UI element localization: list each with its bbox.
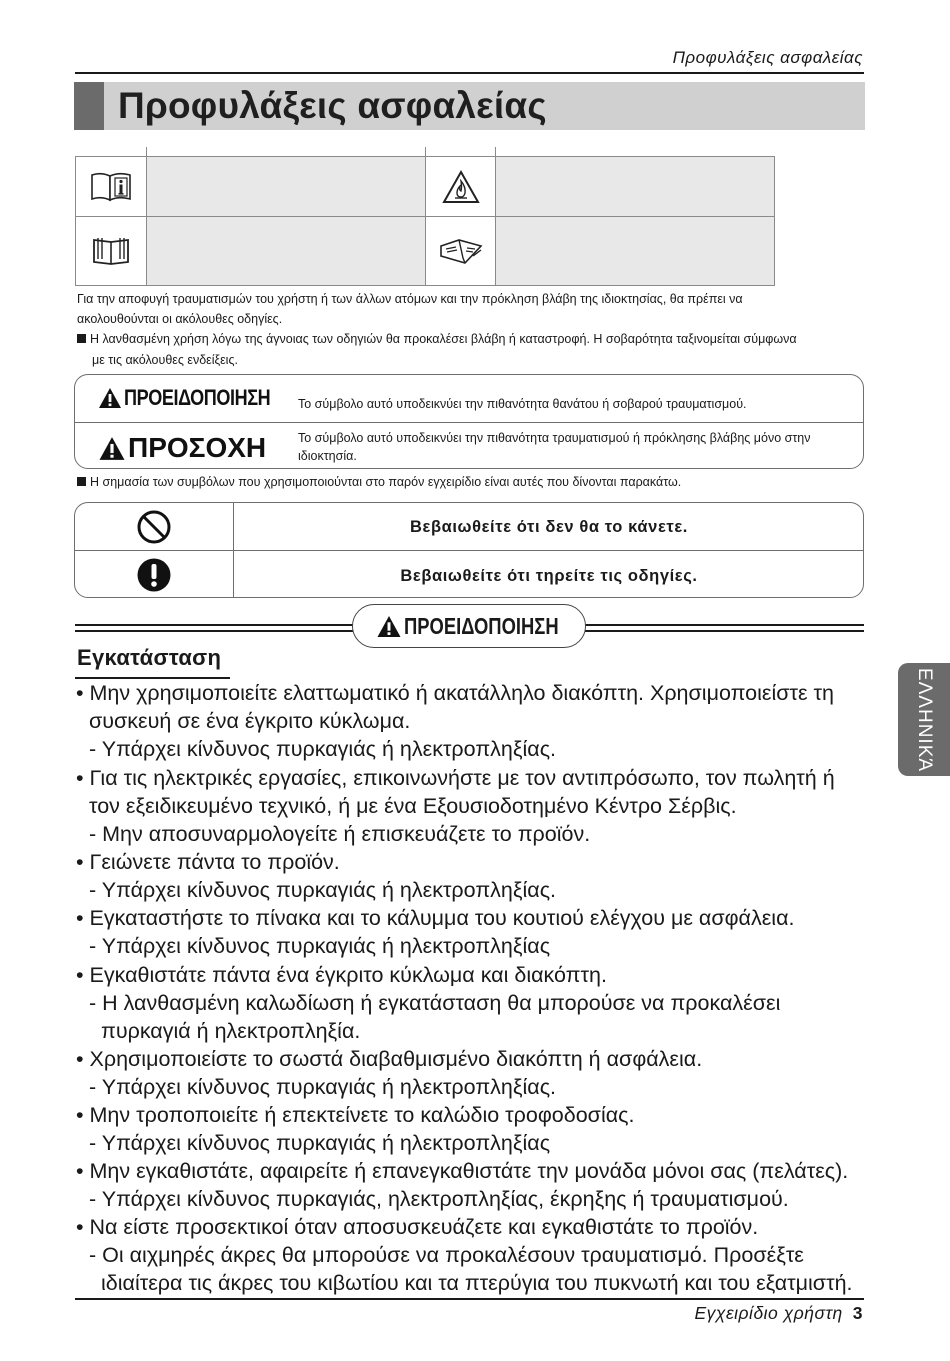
warning-triangle-icon xyxy=(98,387,122,409)
warning-banner xyxy=(352,604,586,648)
body-line: συσκευή σε ένα έγκριτο κύκλωμα. xyxy=(89,709,411,733)
warning-triangle-icon xyxy=(98,436,126,461)
misuse-note xyxy=(77,329,867,371)
severity-levels-box xyxy=(74,374,864,469)
body-line: • Μην εγκαθιστάτε, αφαιρείτε ή επανεγκαθιστάτε την μονάδα μόνοι σας (πελάτες). xyxy=(76,1159,849,1183)
symbols-table xyxy=(75,156,775,286)
mandatory-meaning: Βεβαιωθείτε ότι τηρείτε τις οδηγίες. xyxy=(400,567,698,585)
body-line: - Υπάρχει κίνδυνος πυρκαγιάς ή ηλεκτροπληξίας xyxy=(89,1131,551,1155)
intro-paragraph xyxy=(77,289,867,330)
caution-desc xyxy=(298,429,810,465)
body-line: τον εξειδικευμένο τεχνικό, ή με ένα Εξουσιοδοτημένο Κέντρο Σέρβις. xyxy=(89,794,737,818)
body-line: • Να είστε προσεκτικοί όταν αποσυσκευάζετε και εγκαθιστάτε το προϊόν. xyxy=(76,1215,759,1239)
open-book-icon xyxy=(76,217,146,285)
body-line: - Η λανθασμένη καλωδίωση ή εγκατάσταση θα μπορούσε να προκαλέσει xyxy=(89,991,781,1015)
misuse-line: με τις ακόλουθες ενδείξεις. xyxy=(92,353,238,367)
body-line: - Μην αποσυναρμολογείτε ή επισκευάζετε το προϊόν. xyxy=(89,822,591,846)
flammable-warning-icon xyxy=(426,157,495,216)
banner-rule-left xyxy=(75,630,354,632)
body-line: • Μην χρησιμοποιείτε ελαττωματικό ή ακατάλληλο διακόπτη. Χρησιμοποιείστε τη xyxy=(76,681,835,705)
prohibited-meaning: Βεβαιωθείτε ότι δεν θα το κάνετε. xyxy=(410,518,688,536)
footer-rule xyxy=(75,1298,864,1300)
section-underline xyxy=(75,677,230,679)
manual-info-icon xyxy=(76,157,146,216)
page-title: Προφυλάξεις ασφαλείας xyxy=(118,85,547,126)
title-tab-marker xyxy=(74,82,104,130)
body-line: • Γειώνετε πάντα το προϊόν. xyxy=(76,850,340,874)
prohibited-icon xyxy=(75,503,233,550)
body-line: - Υπάρχει κίνδυνος πυρκαγιάς ή ηλεκτροπληξίας xyxy=(89,934,551,958)
intro-line: ακολουθούνται οι ακόλουθες οδηγίες. xyxy=(77,312,283,326)
body-line: - Υπάρχει κίνδυνος πυρκαγιάς ή ηλεκτροπληξίας. xyxy=(89,737,557,761)
mandatory-icon xyxy=(75,551,233,598)
meaning-note-text: Η σημασία των συμβόλων που χρησιμοποιούνται στο παρόν εγχειρίδιο είναι αυτές που δίνονται παρακάτω. xyxy=(90,475,682,489)
bullet-square-icon xyxy=(77,334,86,343)
divider xyxy=(75,422,863,423)
body-line: • Για τις ηλεκτρικές εργασίες, επικοινωνήστε με τον αντιπρόσωπο, τον πωλητή ή xyxy=(76,766,835,790)
header-rule xyxy=(75,72,864,74)
warning-desc: Το σύμβολο αυτό υποδεικνύει την πιθανότητα θανάτου ή σοβαρού τραυματισμού. xyxy=(298,397,747,411)
section-heading: Εγκατάσταση xyxy=(77,645,222,670)
warning-banner-label: ΠΡΟΕΙΔΟΠΟΙΗΣΗ xyxy=(404,612,559,639)
symbol-meaning-note xyxy=(77,472,681,493)
banner-rule-left xyxy=(75,624,354,626)
body-line: πυρκαγιά ή ηλεκτροπληξία. xyxy=(101,1019,361,1043)
caution-desc-line: ιδιοκτησία. xyxy=(298,449,357,463)
manual-name: Εγχειρίδιο χρήστη xyxy=(694,1303,843,1323)
body-line: • Εγκαθιστάτε πάντα ένα έγκριτο κύκλωμα και διακόπτη. xyxy=(76,963,607,987)
misuse-line: Η λανθασμένη χρήση λόγω της άγνοιας των οδηγιών θα προκαλέσει βλάβη ή καταστροφή. Η σοβαρότητα ταξινομείται σύμφωνα xyxy=(90,332,797,346)
running-header: Προφυλάξεις ασφαλείας xyxy=(672,48,863,67)
body-line: • Μην τροποποιείτε ή επεκτείνετε το καλώδιο τροφοδοσίας. xyxy=(76,1103,635,1127)
banner-rule-right xyxy=(585,624,864,626)
symbol-meanings-box xyxy=(74,502,864,598)
body-line: ιδιαίτερα τις άκρες του κιβωτίου και τα πτερύγια του πυκνωτή και του εξατμιστή. xyxy=(101,1271,853,1295)
warning-triangle-icon xyxy=(376,615,402,638)
banner-rule-right xyxy=(585,630,864,632)
language-tab-label: ΕΛΛΗΝΙΚΆ xyxy=(914,667,935,772)
body-line: - Υπάρχει κίνδυνος πυρκαγιάς, ηλεκτροπληξίας, έκρηξης ή τραυματισμού. xyxy=(89,1187,789,1211)
body-line: - Οι αιχμηρές άκρες θα μπορούσε να προκαλέσουν τραυματισμό. Προσέξτε xyxy=(89,1243,804,1267)
warning-label: ΠΡΟΕΙΔΟΠΟΙΗΣΗ xyxy=(124,385,271,410)
language-tab xyxy=(898,663,950,776)
body-line: - Υπάρχει κίνδυνος πυρκαγιάς ή ηλεκτροπληξίας. xyxy=(89,1075,557,1099)
bullet-square-icon xyxy=(77,477,86,486)
caution-desc-line: Το σύμβολο αυτό υποδεικνύει την πιθανότητα τραυματισμού ή πρόκλησης βλάβης μόνο στην xyxy=(298,431,811,445)
page-footer xyxy=(560,1303,863,1324)
body-line: - Υπάρχει κίνδυνος πυρκαγιάς ή ηλεκτροπληξίας. xyxy=(89,878,557,902)
warning-level xyxy=(98,385,302,411)
caution-label: ΠΡΟΣΟΧΗ xyxy=(128,432,267,463)
intro-line: Για την αποφυγή τραυματισμών του χρήστη ή των άλλων ατόμων και την πρόκληση βλάβη της ιδιοκτησίας, θα πρέπει να xyxy=(77,292,743,306)
body-line: • Εγκαταστήστε το πίνακα και το κάλυμμα του κουτιού ελέγχου με ασφάλεια. xyxy=(76,906,795,930)
body-line: • Χρησιμοποιείστε το σωστά διαβαθμισμένο διακόπτη ή ασφάλεια. xyxy=(76,1047,703,1071)
service-manual-icon xyxy=(426,217,495,285)
page-number: 3 xyxy=(852,1303,863,1323)
caution-level xyxy=(98,432,266,464)
